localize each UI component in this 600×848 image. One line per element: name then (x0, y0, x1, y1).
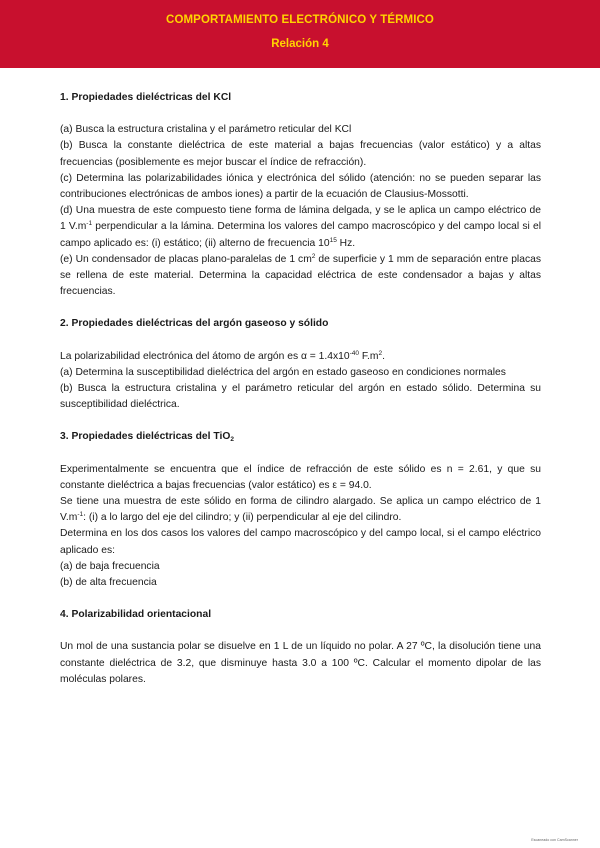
s3-item-b: (b) de alta frecuencia (60, 577, 157, 589)
s1-item-a: (a) Busca la estructura cristalina y el parámetro reticular del KCl (60, 124, 352, 136)
section-1-title: 1. Propiedades dieléctricas del KCl (60, 92, 232, 103)
s1-item-e: (e) Un condensador de placas plano-paralelas de 1 $cm^2$ de superficie y 1 mm de separación entre placas se rellena de este material. Determina la capacidad eléctrica de este condensador a bajas y altas frecuencias. (60, 252, 541, 298)
s2-item-a: (a) Determina la susceptibilidad dieléctrica del argón en estado gaseoso en condiciones normales (60, 366, 506, 378)
header-title: COMPORTAMIENTO ELECTRÓNICO Y TÉRMICO (166, 14, 434, 26)
document-body (60, 90, 541, 688)
s3-item-a: (a) de baja frecuencia (60, 560, 160, 572)
s4-paragraph: Un mol de una sustancia polar se disuelve en 1 L de un líquido no polar. A 27 ºC, la disolución tiene una constante dieléctrica de 3.2, que disminuye hasta 3.0 a 100 ºC. Calcular el momento dipolar de las moléculas polares. (60, 641, 541, 685)
s3-paragraph-3: Determina en los dos casos los valores del campo macroscópico y del campo local, si el campo eléctrico aplicado es: (60, 528, 541, 556)
page-header (0, 0, 600, 68)
s2-item-b: (b) Busca la estructura cristalina y el parámetro reticular del argón en estado sólido. Determina su susceptibilidad dieléctrica. (60, 383, 541, 411)
s1-item-b: (b) Busca la constante dieléctrica de este material a bajas frecuencias (valor estático) y a altas frecuencias (posiblemente es mejor buscar el índice de refracción). (60, 140, 541, 168)
section-3-title: 3. Propiedades dieléctricas del TiO$_2$ (60, 431, 234, 444)
s1-item-c: (c) Determina las polarizabilidades iónica y electrónica del sólido (atención: no se pueden separar las contribuciones electrónicas de ambos iones) a partir de la ecuación de Clausius-Mossotti. (60, 172, 541, 201)
s1-item-d: (d) Una muestra de este compuesto tiene forma de lámina delgada, y se le aplica un campo eléctrico de 1 $V.m^{-1}$ perpendicular a la lámina. Determina los valores del campo macroscópico y del campo local si el campo aplicado es: (i) estático; (ii) alterno de frecuencia $10^{15}$ Hz. (60, 205, 542, 249)
section-2-title: 2. Propiedades dieléctricas del argón gaseoso y sólido (60, 318, 329, 330)
s3-paragraph-1: Experimentalmente se encuentra que el índice de refracción de este sólido es n = 2.61, y que su constante dieléctrica a bajas frecuencias (valor estático) es ε = 94.0. (60, 463, 541, 491)
scanner-footer: Escaneado con CamScanner (531, 838, 578, 842)
section-4-title: 4. Polarizabilidad orientacional (60, 609, 212, 621)
s3-paragraph-2: Se tiene una muestra de este sólido en forma de cilindro alargado. Se aplica un campo eléctrico de 1 $V.m^{-1}$: (i) a lo largo del eje del cilindro; y (ii) perpendicular al eje del cilindro. (60, 496, 541, 524)
header-subtitle: Relación 4 (271, 38, 329, 50)
s2-intro: La polarizabilidad electrónica del átomo de argón es $\alpha = 1.4x10^{-40}$ $F.m^2$. (60, 349, 385, 362)
